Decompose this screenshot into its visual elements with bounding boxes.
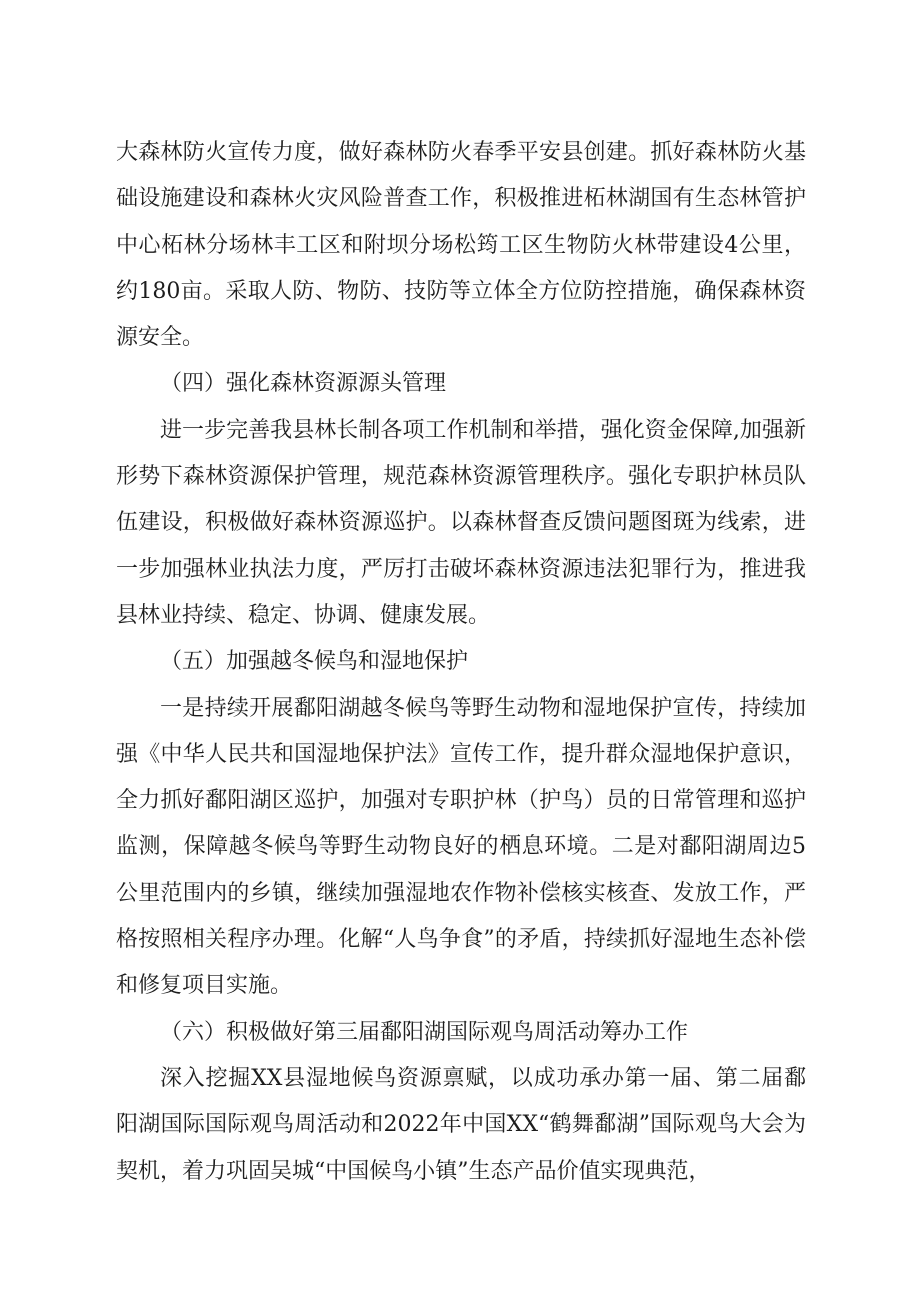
document-body — [116, 130, 806, 1195]
paragraph-wetland-protection: 一是持续开展鄱阳湖越冬候鸟等野生动物和湿地保护宣传，持续加强《中华人民共和国湿地保护法》宣传工作，提升群众湿地保护意识，全力抓好鄱阳湖区巡护，加强对专职护林（护鸟）员的日常管理和巡护监测，保障越冬候鸟等野生动物良好的栖息环境。二是对鄱阳湖周边5公里范围内的乡镇，继续加强湿地农作物补偿核实核查、发放工作，严格按照相关程序办理。化解“人鸟争食”的矛盾，持续抓好湿地生态补偿和修复项目实施。 — [116, 695, 806, 999]
section-heading-6: （六）积极做好第三届鄱阳湖国际观鸟周活动筹办工作 — [160, 1019, 689, 1045]
paragraph-birdwatching-week: 深入挖掘XX县湿地候鸟资源禀赋，以成功承办第一届、第二届鄱阳湖国际国际观鸟周活动和2022年中国XX“鹤舞鄱湖”国际观鸟大会为契机，着力巩固吴城“中国候鸟小镇”生态产品价值实现典范， — [116, 1065, 806, 1184]
section-heading-5: （五）加强越冬候鸟和湿地保护 — [160, 649, 469, 675]
paragraph-forest-resource-management: 进一步完善我县林长制各项工作机制和举措，强化资金保障,加强新形势下森林资源保护管理，规范森林资源管理秩序。强化专职护林员队伍建设，积极做好森林资源巡护。以森林督查反馈问题图斑为线索，进一步加强林业执法力度，严厉打击破坏森林资源违法犯罪行为，推进我县林业持续、稳定、协调、健康发展。 — [116, 417, 806, 628]
paragraph-forest-fire-prevention: 大森林防火宣传力度，做好森林防火春季平安县创建。抓好森林防火基础设施建设和森林火灾风险普查工作，积极推进柘林湖国有生态林管护中心柘林分场林丰工区和附坝分场松筠工区生物防火林带建设4公里，约180亩。采取人防、物防、技防等立体全方位防控措施，确保森林资源安全。 — [116, 140, 806, 351]
section-heading-4: （四）强化森林资源源头管理 — [160, 371, 447, 397]
